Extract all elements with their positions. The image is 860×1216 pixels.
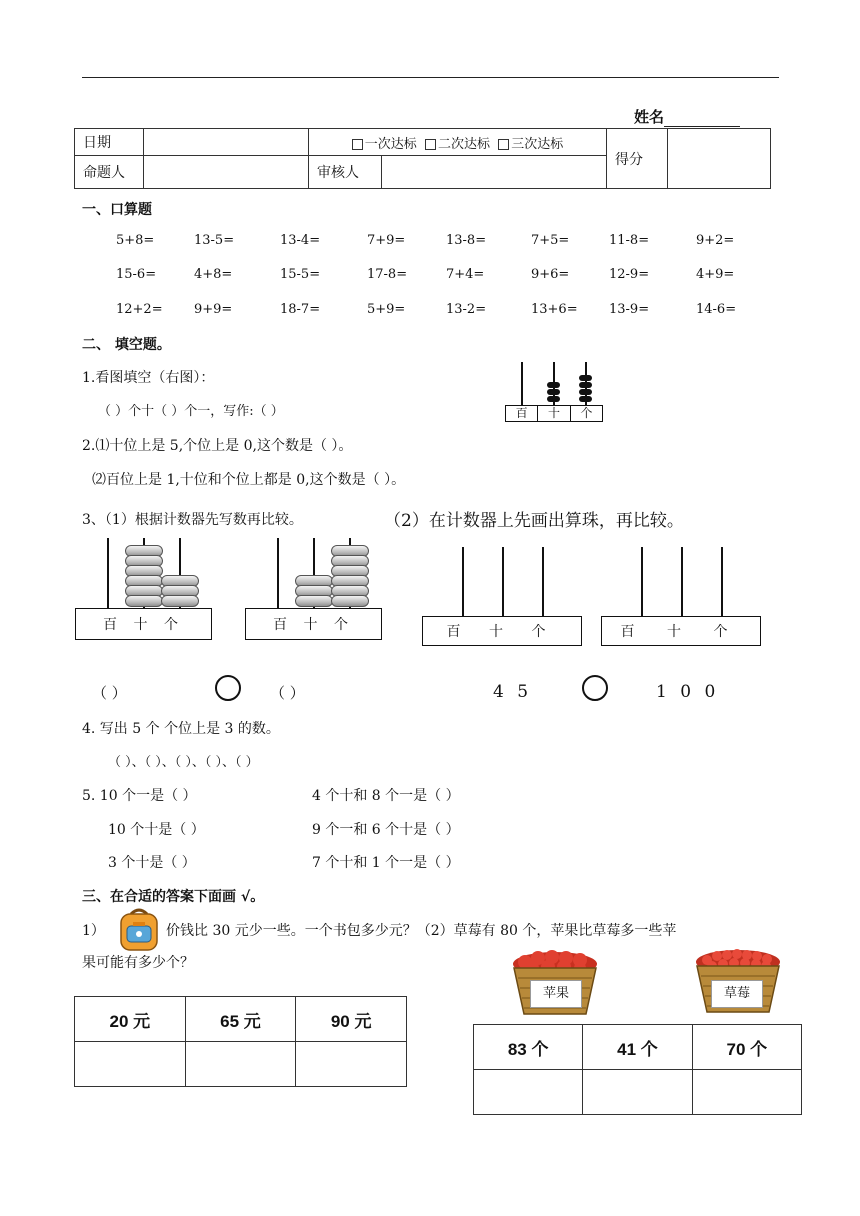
oral-calc-item[interactable]: 13-5=	[194, 233, 235, 248]
q3-number-1: 4 5	[493, 682, 533, 702]
oral-calc-item[interactable]: 11-8=	[609, 233, 650, 248]
name-blank[interactable]	[664, 112, 740, 127]
checkbox-3[interactable]	[498, 139, 509, 150]
oral-calc-item[interactable]: 13+6=	[531, 302, 578, 317]
oral-calc-item[interactable]: 9+2=	[696, 233, 735, 248]
q3a-text: 3、（1）根据计数器先写数再比较。	[82, 512, 303, 528]
oral-calc-item[interactable]: 9+6=	[531, 267, 570, 282]
q5-row1-right[interactable]: 4 个十和 8 个一是（ ）	[312, 788, 460, 804]
abacus-bead	[547, 389, 560, 395]
oral-calc-item[interactable]: 7+5=	[531, 233, 570, 248]
abacus-bead	[547, 396, 560, 402]
compare-circle-2[interactable]	[582, 675, 608, 701]
oral-calc-item[interactable]: 4+9=	[696, 267, 735, 282]
answer-option: 90 元	[296, 997, 407, 1042]
abacus-bead	[161, 595, 199, 607]
oral-calc-item[interactable]: 7+9=	[367, 233, 406, 248]
abacus-rod	[641, 547, 643, 617]
oral-calc-item[interactable]: 15-6=	[116, 267, 157, 282]
empty-abacus-2-base: 百 十 个	[601, 616, 761, 646]
section3-title: 三、在合适的答案下面画 √。	[82, 889, 265, 905]
base-label: 百	[506, 406, 538, 421]
name-field[interactable]	[634, 106, 740, 127]
empty-abacus-1[interactable]	[422, 547, 584, 647]
oral-calc-item[interactable]: 5+9=	[367, 302, 406, 317]
q5-row2-right[interactable]: 9 个一和 6 个十是（ ）	[312, 822, 460, 838]
oral-calc-item[interactable]: 15-5=	[280, 267, 321, 282]
abacus-bead	[547, 382, 560, 388]
standard-1: 一次达标	[364, 136, 417, 152]
answer-check-cell[interactable]	[296, 1042, 407, 1087]
q3-number-2: 1 0 0	[656, 682, 720, 702]
q2a-text: 2.⑴十位上是 5,个位上是 0,这个数是（ ）。	[82, 438, 353, 454]
abacus-rod	[681, 547, 683, 617]
checkbox-1[interactable]	[352, 139, 363, 150]
oral-calc-item[interactable]: 7+4=	[446, 267, 485, 282]
answer-check-cell[interactable]	[185, 1042, 296, 1087]
section2-title: 二、 填空题。	[82, 337, 171, 353]
reviewer-label: 审核人	[309, 156, 382, 189]
standard-2: 二次达标	[437, 136, 490, 152]
abacus-bead	[579, 389, 592, 395]
q5-row3-left[interactable]: 3 个十是（ ）	[108, 855, 196, 871]
author-label: 命题人	[75, 156, 144, 189]
abacus-rod	[542, 547, 544, 617]
oral-calc-item[interactable]: 14-6=	[696, 302, 737, 317]
oral-calc-item[interactable]: 12-9=	[609, 267, 650, 282]
answer-table-1	[74, 996, 407, 1087]
abacus-2-base: 百 十 个	[245, 608, 382, 640]
answer-option: 70 个	[692, 1025, 801, 1070]
apple-label: 苹果	[530, 980, 582, 1008]
oral-calc-item[interactable]: 12+2=	[116, 302, 163, 317]
abacus-rod	[107, 538, 109, 610]
abacus-bead	[331, 595, 369, 607]
reviewer-value[interactable]	[382, 156, 607, 189]
answer-option: 20 元	[75, 997, 186, 1042]
q1-text: 1.看图填空（右图）：	[82, 370, 215, 386]
oral-calc-item[interactable]: 13-2=	[446, 302, 487, 317]
abacus-1	[75, 538, 213, 643]
answer-option: 41 个	[583, 1025, 692, 1070]
oral-calc-item[interactable]: 4+8=	[194, 267, 233, 282]
date-label: 日期	[75, 129, 144, 156]
q5-row1-left[interactable]: 5. 10 个一是（ ）	[82, 788, 197, 804]
score-value[interactable]	[668, 129, 771, 189]
abacus-bead	[295, 595, 333, 607]
standard-3: 三次达标	[511, 136, 564, 152]
oral-calc-item[interactable]: 17-8=	[367, 267, 408, 282]
info-table	[74, 128, 771, 189]
q4-text: 4. 写出 5 个 个位上是 3 的数。	[82, 721, 280, 737]
base-label: 十	[538, 406, 570, 421]
oral-calc-item[interactable]: 5+8=	[116, 233, 155, 248]
abacus-rod	[521, 362, 523, 406]
name-label: 姓名	[634, 108, 665, 126]
answer-check-cell[interactable]	[474, 1070, 583, 1115]
date-value[interactable]	[144, 129, 309, 156]
base-label: 个	[580, 406, 593, 420]
abacus-bead	[125, 595, 163, 607]
q3-blank-2[interactable]: （ ）	[270, 684, 305, 702]
q1-blanks[interactable]: （ ）个十（ ）个一，写作:（ ）	[98, 404, 284, 419]
answer-option: 65 元	[185, 997, 296, 1042]
top-rule	[82, 77, 779, 78]
answer-check-cell[interactable]	[583, 1070, 692, 1115]
abacus-bead	[579, 396, 592, 402]
standards-cell	[309, 129, 607, 156]
oral-calc-item[interactable]: 13-8=	[446, 233, 487, 248]
q5-row2-left[interactable]: 10 个十是（ ）	[108, 822, 205, 838]
abacus-rod	[462, 547, 464, 617]
strawberry-label: 草莓	[711, 980, 763, 1008]
abacus-rod	[721, 547, 723, 617]
section1-title: 一、口算题	[82, 202, 152, 218]
abacus-rod	[502, 547, 504, 617]
apple-basket	[510, 948, 600, 1018]
section3-q1-number: 1）	[82, 923, 105, 939]
answer-option: 83 个	[474, 1025, 583, 1070]
backpack-icon	[115, 906, 163, 952]
answer-check-cell[interactable]	[692, 1070, 801, 1115]
score-label: 得分	[607, 129, 668, 189]
oral-calc-item[interactable]: 13-9=	[609, 302, 650, 317]
strawberry-basket	[693, 946, 783, 1016]
q4-blanks[interactable]: （ ）、（ ）、（ ）、（ ）、（ ）	[108, 755, 259, 770]
abacus-1-base: 百 十 个	[75, 608, 212, 640]
abacus-bead	[579, 375, 592, 381]
q3b-text: （2）在计数器上先画出算珠，再比较。	[384, 511, 684, 531]
empty-abacus-1-base: 百 十 个	[422, 616, 582, 646]
empty-abacus-2[interactable]	[601, 547, 763, 647]
answer-check-cell[interactable]	[75, 1042, 186, 1087]
oral-calc-item[interactable]: 13-4=	[280, 233, 321, 248]
author-value[interactable]	[144, 156, 309, 189]
abacus-2	[245, 538, 383, 643]
abacus-bead	[579, 382, 592, 388]
section3-q1-text: 价钱比 30 元少一些。一个书包多少元？（2）草莓有 80 个，苹果比草莓多一些苹	[166, 923, 677, 939]
oral-calc-item[interactable]: 9+9=	[194, 302, 233, 317]
abacus-rod	[277, 538, 279, 610]
q5-row3-right[interactable]: 7 个十和 1 个一是（ ）	[312, 855, 460, 871]
q2b-text: ⑵百位上是 1,十位和个位上都是 0,这个数是（ ）。	[92, 472, 406, 488]
small-abacus-base	[505, 405, 603, 422]
small-abacus	[505, 362, 603, 422]
answer-table-2	[473, 1024, 802, 1115]
checkbox-2[interactable]	[425, 139, 436, 150]
q3-blank-1[interactable]: （ ）	[92, 684, 127, 702]
compare-circle-1[interactable]	[215, 675, 241, 701]
section3-q1-text2: 果可能有多少个？	[82, 955, 194, 971]
oral-calc-item[interactable]: 18-7=	[280, 302, 321, 317]
